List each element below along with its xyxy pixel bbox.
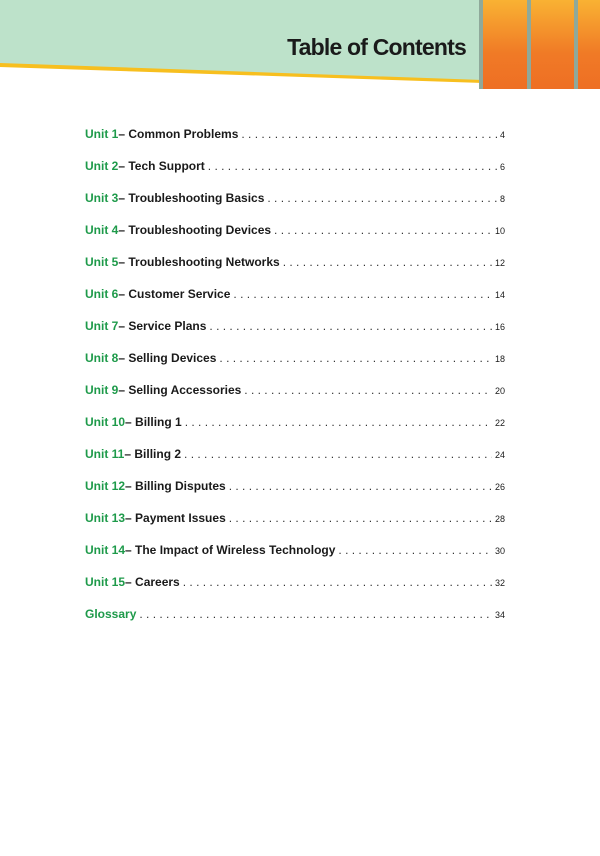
page-number: 32 bbox=[494, 578, 505, 588]
orange-bar bbox=[483, 0, 527, 89]
entry-title: – Common Problems bbox=[118, 127, 239, 141]
unit-label: Unit 2 bbox=[85, 159, 119, 173]
dot-leader bbox=[338, 543, 492, 557]
entry-title: – Troubleshooting Basics bbox=[118, 191, 265, 205]
dot-leader bbox=[183, 575, 492, 589]
unit-label: Unit 3 bbox=[85, 191, 119, 205]
dot-leader bbox=[184, 447, 492, 461]
toc-entry[interactable] bbox=[85, 191, 505, 207]
toc-entry[interactable] bbox=[85, 479, 505, 495]
toc-entry[interactable] bbox=[85, 607, 505, 623]
dot-leader bbox=[229, 479, 492, 493]
unit-label: Unit 4 bbox=[85, 223, 119, 237]
page-number: 14 bbox=[494, 290, 505, 300]
toc-entry[interactable] bbox=[85, 287, 505, 303]
entry-title: – The Impact of Wireless Technology bbox=[125, 543, 336, 557]
dot-leader bbox=[274, 223, 492, 237]
page-title: Table of Contents bbox=[287, 34, 466, 60]
toc-entry[interactable] bbox=[85, 575, 505, 591]
unit-label: Glossary bbox=[85, 607, 137, 621]
unit-label: Unit 5 bbox=[85, 255, 119, 269]
toc-entry[interactable] bbox=[85, 447, 505, 463]
page-number: 18 bbox=[494, 354, 505, 364]
unit-label: Unit 14 bbox=[85, 543, 126, 557]
page-number: 28 bbox=[494, 514, 505, 524]
page-number: 26 bbox=[494, 482, 505, 492]
unit-label: Unit 8 bbox=[85, 351, 119, 365]
page-number: 4 bbox=[499, 130, 505, 140]
toc-entry[interactable] bbox=[85, 255, 505, 271]
page-number: 6 bbox=[499, 162, 505, 172]
dot-leader bbox=[229, 511, 492, 525]
unit-label: Unit 6 bbox=[85, 287, 119, 301]
entry-title: – Payment Issues bbox=[125, 511, 226, 525]
orange-bar bbox=[578, 0, 600, 89]
page-number: 20 bbox=[494, 386, 505, 396]
entry-title: – Customer Service bbox=[118, 287, 231, 301]
entry-title: – Tech Support bbox=[118, 159, 205, 173]
page-number: 24 bbox=[494, 450, 505, 460]
dot-leader bbox=[139, 607, 492, 621]
toc-entry[interactable] bbox=[85, 351, 505, 367]
entry-title: – Billing 2 bbox=[124, 447, 182, 461]
unit-label: Unit 12 bbox=[85, 479, 126, 493]
dot-leader bbox=[219, 351, 492, 365]
dot-leader bbox=[185, 415, 492, 429]
page-number: 30 bbox=[494, 546, 505, 556]
page-number: 12 bbox=[494, 258, 505, 268]
dot-leader bbox=[267, 191, 497, 205]
entry-title: – Selling Devices bbox=[118, 351, 217, 365]
toc-entry[interactable] bbox=[85, 127, 505, 143]
unit-label: Unit 7 bbox=[85, 319, 119, 333]
toc-entry[interactable] bbox=[85, 159, 505, 175]
unit-label: Unit 1 bbox=[85, 127, 119, 141]
entry-title: – Service Plans bbox=[118, 319, 207, 333]
entry-title: – Billing Disputes bbox=[125, 479, 226, 493]
entry-title: – Selling Accessories bbox=[118, 383, 242, 397]
dot-leader bbox=[283, 255, 492, 269]
unit-label: Unit 9 bbox=[85, 383, 119, 397]
entry-title: – Troubleshooting Devices bbox=[118, 223, 272, 237]
entry-title: – Troubleshooting Networks bbox=[118, 255, 280, 269]
page-number: 8 bbox=[499, 194, 505, 204]
page-number: 16 bbox=[494, 322, 505, 332]
dot-leader bbox=[233, 287, 492, 301]
page-number: 34 bbox=[494, 610, 505, 620]
toc-entry[interactable] bbox=[85, 383, 505, 399]
entry-title: – Careers bbox=[125, 575, 180, 589]
dot-leader bbox=[244, 383, 492, 397]
page-number: 10 bbox=[494, 226, 505, 236]
orange-bar bbox=[531, 0, 574, 89]
toc-entry[interactable] bbox=[85, 319, 505, 335]
unit-label: Unit 15 bbox=[85, 575, 126, 589]
entry-title: – Billing 1 bbox=[125, 415, 182, 429]
dot-leader bbox=[241, 127, 497, 141]
toc-entry[interactable] bbox=[85, 223, 505, 239]
unit-label: Unit 11 bbox=[85, 447, 125, 461]
page-number: 22 bbox=[494, 418, 505, 428]
dot-leader bbox=[208, 159, 497, 173]
unit-label: Unit 10 bbox=[85, 415, 126, 429]
toc-entry[interactable] bbox=[85, 415, 505, 431]
unit-label: Unit 13 bbox=[85, 511, 126, 525]
toc-entry[interactable] bbox=[85, 543, 505, 559]
dot-leader bbox=[209, 319, 492, 333]
toc-entry[interactable] bbox=[85, 511, 505, 527]
